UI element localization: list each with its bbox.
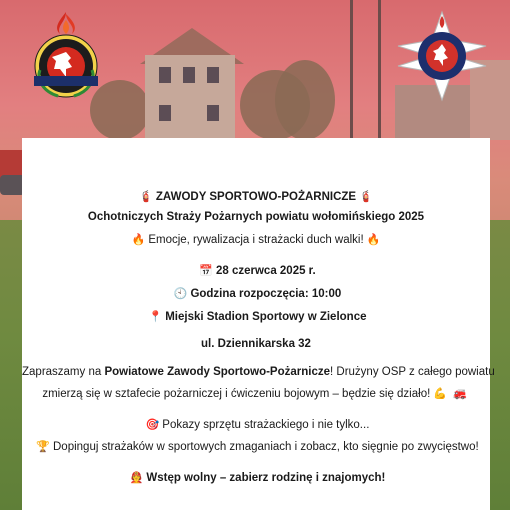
calendar-icon: 📅 bbox=[199, 265, 213, 277]
event-subtitle: Ochotniczych Straży Pożarnych powiatu wołomińskiego 2025 bbox=[87, 211, 425, 223]
announcement-card bbox=[22, 138, 495, 510]
house-window bbox=[159, 105, 171, 121]
event-date: 28 czerwca 2025 r. bbox=[215, 265, 316, 277]
target-icon: 🎯 bbox=[145, 419, 160, 431]
title-line bbox=[22, 190, 490, 203]
cheer-line bbox=[22, 440, 490, 453]
shows-line bbox=[22, 418, 490, 431]
house-window bbox=[207, 105, 219, 121]
invite-text: Zapraszamy na bbox=[22, 366, 105, 378]
invite-text: ! Drużyny OSP z całego powiatu bbox=[330, 366, 495, 378]
house bbox=[145, 55, 235, 145]
entry-text: Wstęp wolny – zabierz rodzinę i znajomych! bbox=[146, 472, 386, 484]
fire-extinguisher-icon: 🧯 bbox=[359, 191, 373, 203]
tagline: Emocje, rywalizacja i strażacki duch walki! bbox=[148, 234, 364, 246]
trophy-icon: 🏆 bbox=[36, 441, 50, 453]
fire-extinguisher-icon: 🧯 bbox=[139, 191, 153, 203]
invite-event-name: Powiatowe Zawody Sportowo-Pożarnicze bbox=[104, 366, 331, 378]
invite-text: zmierzą się w sztafecie pożarniczej i ćwiczeniu bojowym – będzie się działo! bbox=[42, 388, 431, 400]
psp-logo bbox=[28, 10, 104, 100]
time-line bbox=[22, 287, 490, 300]
venue-line bbox=[22, 310, 490, 323]
cheer-text: Dopinguj strażaków w sportowych zmaganiach i zobacz, kto sięgnie po zwycięstwo! bbox=[53, 441, 479, 453]
pole bbox=[378, 0, 381, 140]
fire-icon: 🔥 bbox=[366, 234, 381, 246]
invite-line-2 bbox=[22, 387, 490, 400]
event-title: ZAWODY SPORTOWO-POŻARNICZE bbox=[155, 191, 357, 203]
pole bbox=[350, 0, 353, 140]
osp-logo bbox=[396, 10, 488, 102]
fire-icon: 🔥 bbox=[131, 234, 146, 246]
firefighter-icon: 🧑‍🚒 bbox=[129, 472, 144, 484]
house-window bbox=[183, 67, 195, 83]
venue: Miejski Stadion Sportowy w Zielonce bbox=[165, 311, 367, 323]
street-address: ul. Dziennikarska 32 bbox=[201, 338, 311, 350]
clock-icon: 🕙 bbox=[173, 288, 188, 300]
strong-arm-icon: 💪 bbox=[433, 388, 447, 400]
house-window bbox=[207, 67, 219, 83]
tree bbox=[275, 60, 335, 140]
location-pin-icon: 📍 bbox=[148, 311, 163, 323]
start-time: Godzina rozpoczęcia: 10:00 bbox=[190, 288, 342, 300]
fire-engine-icon: 🚒 bbox=[452, 388, 467, 400]
date-line bbox=[22, 264, 490, 277]
house-window bbox=[159, 67, 171, 83]
shows-text: Pokazy sprzętu strażackiego i nie tylko... bbox=[162, 419, 370, 431]
entry-line bbox=[22, 471, 490, 484]
invite-line-1 bbox=[22, 366, 495, 378]
tagline-line bbox=[22, 233, 490, 246]
